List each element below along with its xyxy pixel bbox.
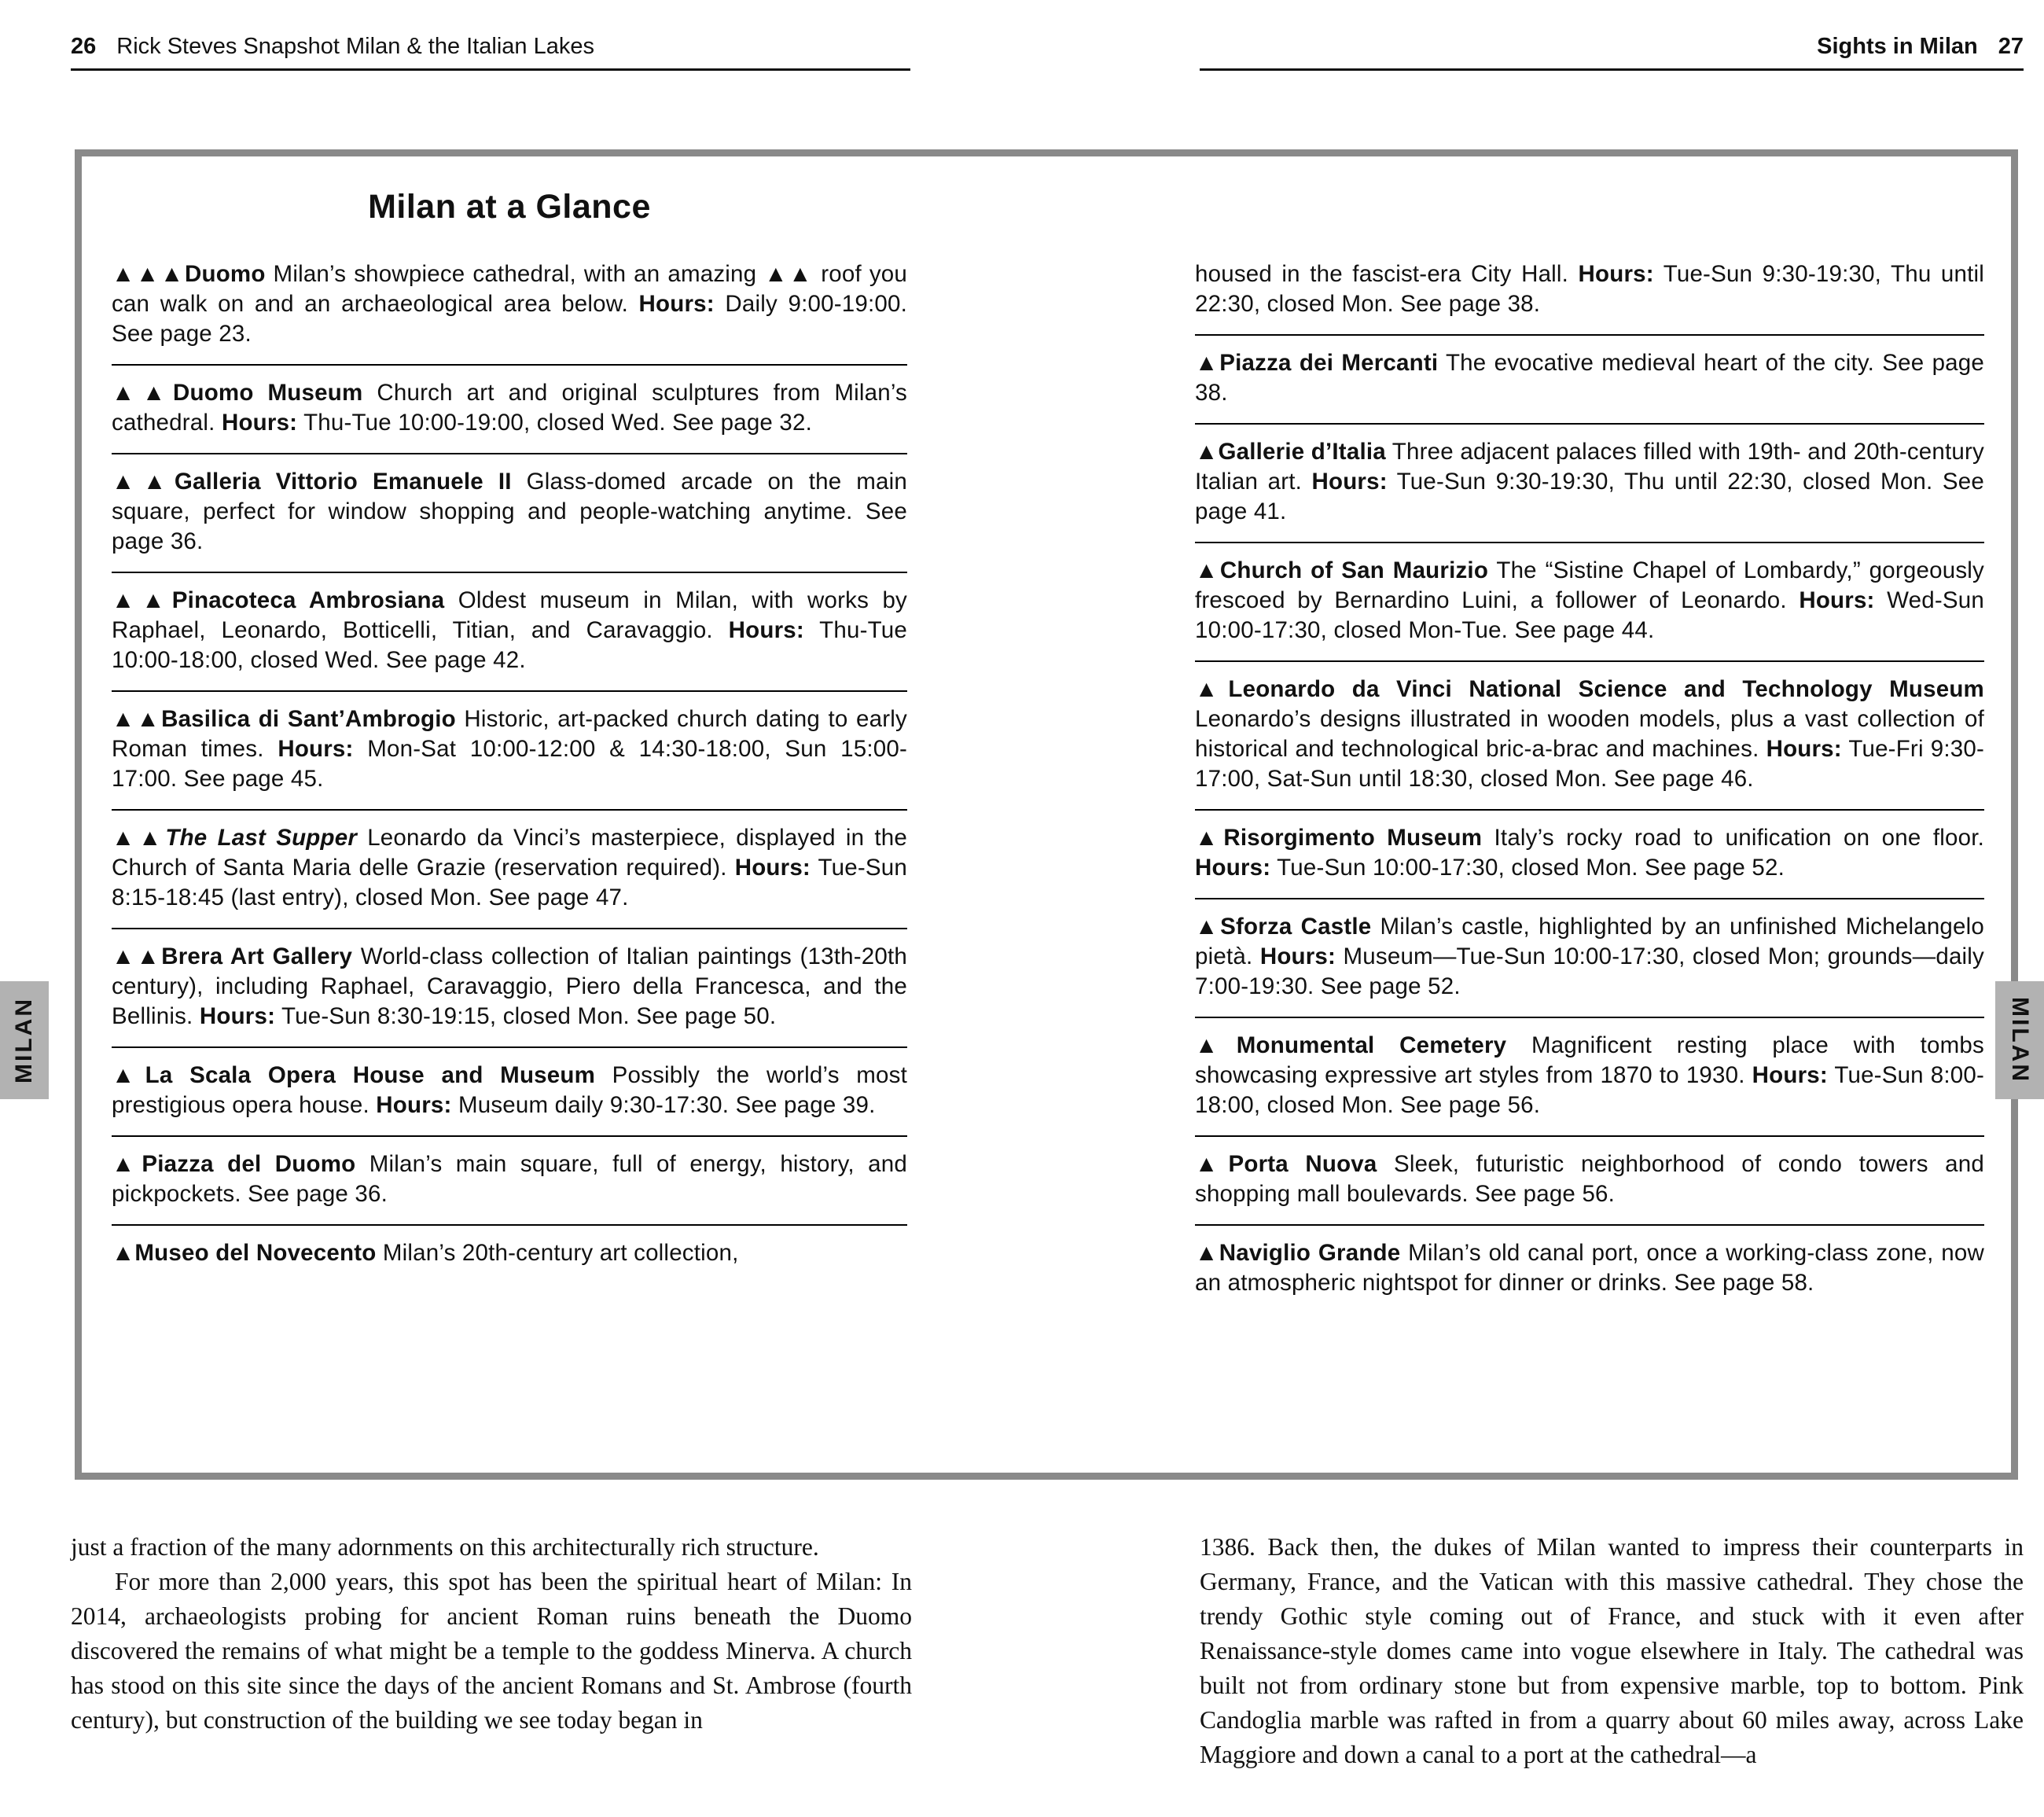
glance-right-entries — [1195, 247, 1984, 1313]
entry-text: Church art and original sculptures from Milan’s cathedral. — [112, 380, 908, 436]
body-paragraph: 1386. Back then, the dukes of Milan wanted to impress their counterparts in Germany, France, and the Vatican with this massive cathedral. They chose the trendy Gothic style coming out of France, and stuck with it even after Renaissance-style domes came into vogue elsewhere in Italy. The cathedral was built not from ordinary stone but from expensive marble, top to bottom. Pink Candoglia marble was rafted in from a quarry about 60 miles away, across Lake Maggiore and down a canal to a port at the cathedral—a — [1200, 1533, 2024, 1768]
rating-triangles-icon: ▲ — [1195, 1151, 1229, 1177]
entry-text: Leonardo da Vinci’s masterpiece, displayed in the Church of Santa Maria delle Grazie (reservation required). — [112, 825, 907, 881]
rating-triangles-icon: ▲ — [1195, 350, 1220, 376]
rating-triangles-icon: ▲▲ — [112, 587, 172, 613]
body-text-right-column — [1200, 1530, 2024, 1772]
glance-entry — [1195, 543, 1984, 662]
entry-text: Mon-Sat 10:00-12:00 & 14:30-18:00, Sun 15:00-17:00. See page 45. — [112, 736, 908, 792]
entry-text: Leonardo’s designs illustrated in wooden models, plus a vast collection of historical and technological bric-a-brac and machines. — [1195, 706, 1984, 762]
entry-bold-text: Hours: — [734, 855, 811, 881]
glance-entry — [1195, 1137, 1984, 1226]
rating-triangles-icon: ▲ — [112, 1062, 145, 1088]
sight-name: Duomo — [184, 261, 266, 287]
glance-entry — [1195, 1226, 1984, 1313]
glance-entry — [1195, 899, 1984, 1018]
entry-text: Museum daily 9:30-17:30. See page 39. — [451, 1092, 876, 1118]
entry-text: Wed-Sun 10:00-17:30, closed Mon-Tue. See page 44. — [1195, 587, 1984, 643]
entry-text: The “Sistine Chapel of Lombardy,” gorgeously frescoed by Bernardino Luini, a follower of Leonardo. — [1195, 557, 1985, 613]
milan-side-tab-right — [1995, 981, 2044, 1099]
rating-triangles-icon: ▲ — [112, 1151, 142, 1177]
rating-triangles-icon: ▲ — [112, 1240, 135, 1266]
rating-triangles-icon: ▲ — [1195, 557, 1220, 583]
rating-triangles-icon: ▲▲ — [112, 943, 162, 969]
rating-triangles-icon: ▲▲ — [112, 706, 162, 732]
sight-name: Galleria Vittorio Emanuele II — [174, 469, 512, 495]
rating-triangles-icon: ▲ — [1195, 1032, 1237, 1058]
glance-entry — [112, 692, 907, 811]
rating-triangles-icon: ▲▲ — [112, 469, 175, 495]
entry-bold-text: Hours: — [221, 410, 298, 436]
body-text-left-column — [71, 1530, 912, 1738]
entry-text: Tue-Sun 10:00-17:30, closed Mon. See page 52. — [1270, 855, 1785, 881]
title-spacer — [1195, 178, 1984, 247]
glance-entry — [112, 929, 907, 1048]
entry-bold-text: Hours: — [278, 736, 354, 762]
entry-text: Milan’s castle, highlighted by an unfinished Michelangelo pietà. — [1195, 914, 1984, 969]
entry-text: Three adjacent palaces filled with 19th- and 20th-century Italian art. — [1195, 439, 1984, 495]
entry-text: Magnificent resting place with tombs showcasing expressive art styles from 1870 to 1930. — [1195, 1032, 1984, 1088]
entry-text: Milan’s old canal port, once a working-class zone, now an atmospheric nightspot for dinner or drinks. See page 58. — [1195, 1240, 1984, 1296]
glance-entry — [1195, 247, 1984, 336]
entry-text: Tue-Sun 8:15-18:45 (last entry), closed Mon. See page 47. — [112, 855, 907, 910]
entry-bold-text: Hours: — [1766, 736, 1842, 762]
entry-text: Glass-domed arcade on the main square, perfect for window shopping and people-watching anytime. See page 36. — [112, 469, 907, 554]
entry-text: Tue-Sun 9:30-19:30, Thu until 22:30, closed Mon. See page 38. — [1195, 261, 1984, 317]
sight-name: Duomo Museum — [172, 380, 363, 406]
entry-bold-text: Hours: — [638, 291, 715, 317]
glance-entry — [112, 454, 907, 573]
sight-name: Piazza del Duomo — [142, 1151, 356, 1177]
entry-text: Possibly the world’s most prestigious opera house. — [112, 1062, 907, 1118]
entry-text: Thu-Tue 10:00-18:00, closed Wed. See page 42. — [112, 617, 907, 673]
rating-triangles-icon: ▲ — [1195, 825, 1224, 851]
entry-text: Tue-Sun 9:30-19:30, Thu until 22:30, closed Mon. See page 41. — [1195, 469, 1984, 524]
glance-entry — [1195, 1018, 1984, 1137]
header-left — [71, 33, 910, 71]
sight-name: Basilica di Sant’Ambrogio — [161, 706, 456, 732]
entry-bold-text: Hours: — [1752, 1062, 1828, 1088]
entry-text: Oldest museum in Milan, with works by Raphael, Leonardo, Botticelli, Titian, and Caravaggio. — [112, 587, 907, 643]
milan-at-a-glance-box — [75, 149, 2018, 1480]
glance-left-column — [112, 178, 907, 1458]
page-number-right: 27 — [1998, 34, 2024, 59]
sight-name: Brera Art Gallery — [161, 943, 353, 969]
glance-entry — [112, 247, 907, 366]
entry-text: Milan’s showpiece cathedral, with an amazing — [265, 261, 765, 287]
entry-bold-text: Hours: — [1259, 943, 1336, 969]
entry-text: Italy’s rocky road to unification on one floor. — [1482, 825, 1984, 851]
sight-name: Sforza Castle — [1220, 914, 1372, 940]
entry-text: Milan’s 20th-century art collection, — [376, 1240, 739, 1266]
glance-entry — [1195, 811, 1984, 899]
sight-name: The Last Supper — [165, 825, 358, 851]
body-paragraph: just a fraction of the many adornments on this architecturally rich structure. — [71, 1533, 819, 1561]
glance-entry — [1195, 662, 1984, 811]
rating-triangles-icon: ▲ — [1195, 914, 1221, 940]
entry-text: Historic, art-packed church dating to early Roman times. — [112, 706, 908, 762]
sight-name: Porta Nuova — [1228, 1151, 1377, 1177]
glance-title: Milan at a Glance — [368, 188, 651, 226]
sight-name: Museo del Novecento — [134, 1240, 377, 1266]
entry-bold-text: Hours: — [1799, 587, 1875, 613]
glance-entry — [112, 811, 907, 929]
body-paragraph: For more than 2,000 years, this spot has been the spiritual heart of Milan: In 2014, archaeologists probing for ancient Roman ruins beneath the Duomo discovered the remains of what might be a temple to the goddess Minerva. A church has stood on this site since the days of the ancient Romans and St. Ambrose (fourth century), but construction of the building we see today began in — [71, 1568, 912, 1734]
entry-bold-text: Hours: — [1311, 469, 1388, 495]
entry-text: Thu-Tue 10:00-19:00, closed Wed. See page 32. — [297, 410, 813, 436]
rating-triangles-icon: ▲ — [1195, 1240, 1219, 1266]
sight-name: Monumental Cemetery — [1236, 1032, 1507, 1058]
running-head-right: Sights in Milan — [1817, 34, 1978, 59]
entry-bold-text: Hours: — [1195, 855, 1271, 881]
entry-text: Daily 9:00-19:00. See page 23. — [112, 291, 907, 347]
sight-name: Leonardo da Vinci National Science and Technology Museum — [1228, 676, 1984, 702]
entry-text: roof you can walk on and an archaeological area below. — [112, 261, 908, 317]
milan-tab-label: MILAN — [2007, 997, 2033, 1083]
glance-entry — [112, 1137, 907, 1226]
glance-entry — [1195, 425, 1984, 543]
sight-name: Church of San Maurizio — [1219, 557, 1489, 583]
glance-entry — [1195, 336, 1984, 425]
glance-entry — [112, 366, 907, 454]
glance-left-entries — [112, 247, 907, 1283]
entry-bold-text: ▲▲ — [764, 261, 814, 287]
sight-name: Risorgimento Museum — [1223, 825, 1483, 851]
entry-text: World-class collection of Italian paintings (13th-20th century), including Raphael, Caravaggio, Piero della Francesca, and the Bellinis. — [112, 943, 907, 1029]
header-right — [1200, 33, 2024, 71]
entry-text: Museum—Tue-Sun 10:00-17:30, closed Mon; grounds—daily 7:00-19:30. See page 52. — [1195, 943, 1985, 999]
entry-bold-text: Hours: — [728, 617, 804, 643]
entry-bold-text: Hours: — [199, 1003, 276, 1029]
page-number-left: 26 — [71, 34, 97, 59]
entry-text: Tue-Fri 9:30-17:00, Sat-Sun until 18:30, closed Mon. See page 46. — [1195, 736, 1984, 792]
rating-triangles-icon: ▲▲ — [112, 380, 173, 406]
entry-text: Sleek, futuristic neighborhood of condo towers and shopping mall boulevards. See page 56. — [1195, 1151, 1984, 1207]
sight-name: Naviglio Grande — [1219, 1240, 1401, 1266]
milan-side-tab-left — [0, 981, 49, 1099]
sight-name: La Scala Opera House and Museum — [145, 1062, 596, 1088]
sight-name: Pinacoteca Ambrosiana — [171, 587, 445, 613]
entry-text: Tue-Sun 8:30-19:15, closed Mon. See page 50. — [275, 1003, 777, 1029]
rating-triangles-icon: ▲ — [1195, 439, 1219, 465]
glance-entry — [112, 1226, 907, 1283]
entry-bold-text: Hours: — [1578, 261, 1654, 287]
entry-bold-text: Hours: — [376, 1092, 452, 1118]
glance-right-column — [1195, 178, 1984, 1458]
entry-text: Milan’s main square, full of energy, history, and pickpockets. See page 36. — [112, 1151, 908, 1207]
sight-name: Piazza dei Mercanti — [1219, 350, 1439, 376]
sight-name: Gallerie d’Italia — [1218, 439, 1386, 465]
rating-triangles-icon: ▲ — [1195, 676, 1229, 702]
rating-triangles-icon: ▲▲▲ — [112, 261, 185, 287]
milan-tab-label: MILAN — [11, 997, 37, 1083]
glance-entry — [112, 573, 907, 692]
rating-triangles-icon: ▲▲ — [112, 825, 166, 851]
glance-entry — [112, 1048, 907, 1137]
running-head-left: Rick Steves Snapshot Milan & the Italian Lakes — [116, 34, 594, 59]
entry-text: housed in the fascist-era City Hall. — [1195, 261, 1579, 287]
entry-text: The evocative medieval heart of the city. See page 38. — [1195, 350, 1984, 406]
entry-text: Tue-Sun 8:00-18:00, closed Mon. See page 56. — [1195, 1062, 1984, 1118]
